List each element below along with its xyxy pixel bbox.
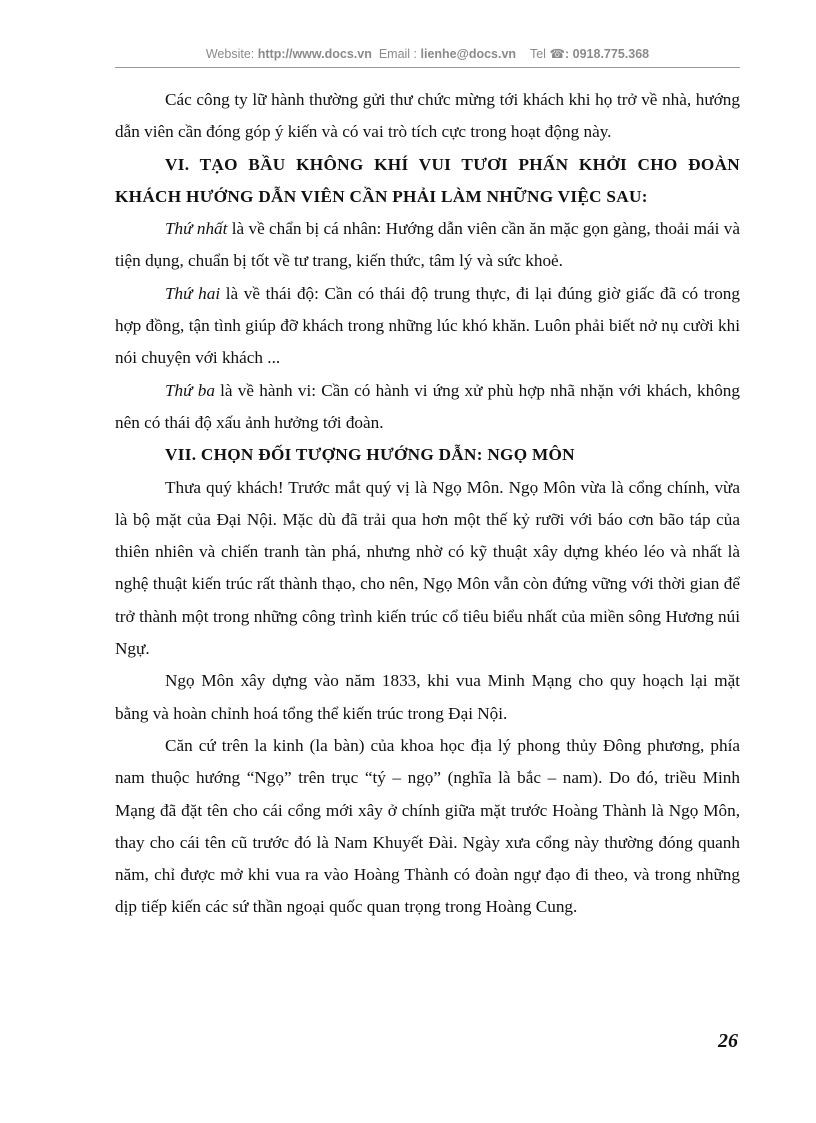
tel-value: : 0918.775.368 (565, 47, 650, 61)
website-label: Website: (205, 47, 255, 61)
tel-label: Tel (529, 47, 546, 61)
website-value: http://www.docs.vn (257, 47, 372, 61)
paragraph-ngo-mon-intro: Thưa quý khách! Trước mắt quý vị là Ngọ Môn. Ngọ Môn vừa là cổng chính, vừa là bộ mặt của Đại Nội. Mặc dù đã trải qua hơn một thế kỷ rưỡi với báo cơn bão táp của thiên nhiên và chiến tranh tàn phá, nhưng nhờ có kỹ thuật xây dựng khéo léo và nhất là nghệ thuật kiến trúc rất thành thạo, cho nên, Ngọ Môn vẫn còn đứng vững với thời gian để trở thành một trong những công trình kiến trúc cổ tiêu biểu nhất của miền sông Hương núi Ngự. (115, 477, 740, 659)
paragraph-second-lead: Thứ hai (165, 283, 221, 303)
paragraph-first-lead: Thứ nhất (165, 219, 228, 239)
phone-icon: ☎ (549, 47, 566, 61)
paragraph-second-text: là về thái độ: Cần có thái độ trung thực, đi lại đúng giờ giấc đã có trong hợp đồng, tận tình giúp đỡ khách trong những lúc khó khăn. Luôn phải biết nở nụ cười khi nói chuyện với khách ... (115, 283, 740, 368)
paragraph-first-text: là về chẩn bị cá nhân: Hướng dẫn viên cần ăn mặc gọn gàng, thoải mái và tiện dụng, chuẩn bị tốt về tư trang, kiến thức, tâm lý và sức khoẻ. (115, 219, 740, 271)
paragraph-third-lead: Thứ ba (165, 380, 215, 400)
paragraph-third-text: là về hành vi: Cần có hành vi ứng xử phù hợp nhã nhặn với khách, không nên có thái độ xấu ảnh hưởng tới đoàn. (115, 380, 740, 432)
paragraph-first (115, 213, 740, 278)
paragraph-intro: Các công ty lữ hành thường gửi thư chức mừng tới khách khi họ trở về nhà, hướng dẫn viên cần đóng góp ý kiến và có vai trò tích cực trong hoạt động này. (115, 90, 740, 142)
section-heading-vi: VI. TẠO BẦU KHÔNG KHÍ VUI TƯƠI PHẤN KHỞI CHO ĐOÀN KHÁCH HƯỚNG DẪN VIÊN CẦN PHẢI LÀM NHỮNG VIỆC SAU: (115, 154, 740, 206)
document-body (115, 84, 740, 924)
page-header (115, 46, 740, 61)
email-label: Email : (378, 47, 418, 61)
paragraph-second (115, 278, 740, 375)
page-number: 26 (718, 1030, 738, 1052)
paragraph-ngo-mon-history: Ngọ Môn xây dựng vào năm 1833, khi vua Minh Mạng cho quy hoạch lại mặt bằng và hoàn chỉnh hoá tổng thể kiến trúc trong Đại Nội. (115, 671, 740, 723)
paragraph-third (115, 375, 740, 440)
paragraph-ngo-mon-naming: Căn cứ trên la kinh (la bàn) của khoa học địa lý phong thủy Đông phương, phía nam thuộc hướng “Ngọ” trên trục “tý – ngọ” (nghĩa là bắc – nam). Do đó, triều Minh Mạng đã đặt tên cho cái cổng mới xây ở chính giữa mặt trước Hoàng Thành là Ngọ Môn, thay cho cái tên cũ trước đó là Nam Khuyết Đài. Ngày xưa cổng này thường đóng quanh năm, chỉ được mở khi vua ra vào Hoàng Thành có đoàn ngự đạo đi theo, và trong những dịp tiếp kiến các sứ thần ngoại quốc quan trọng trong Hoàng Cung. (115, 735, 740, 917)
section-heading-vii: VII. CHỌN ĐỐI TƯỢNG HƯỚNG DẪN: NGỌ MÔN (165, 445, 575, 465)
email-value: lienhe@docs.vn (420, 47, 517, 61)
header-divider (115, 67, 740, 68)
